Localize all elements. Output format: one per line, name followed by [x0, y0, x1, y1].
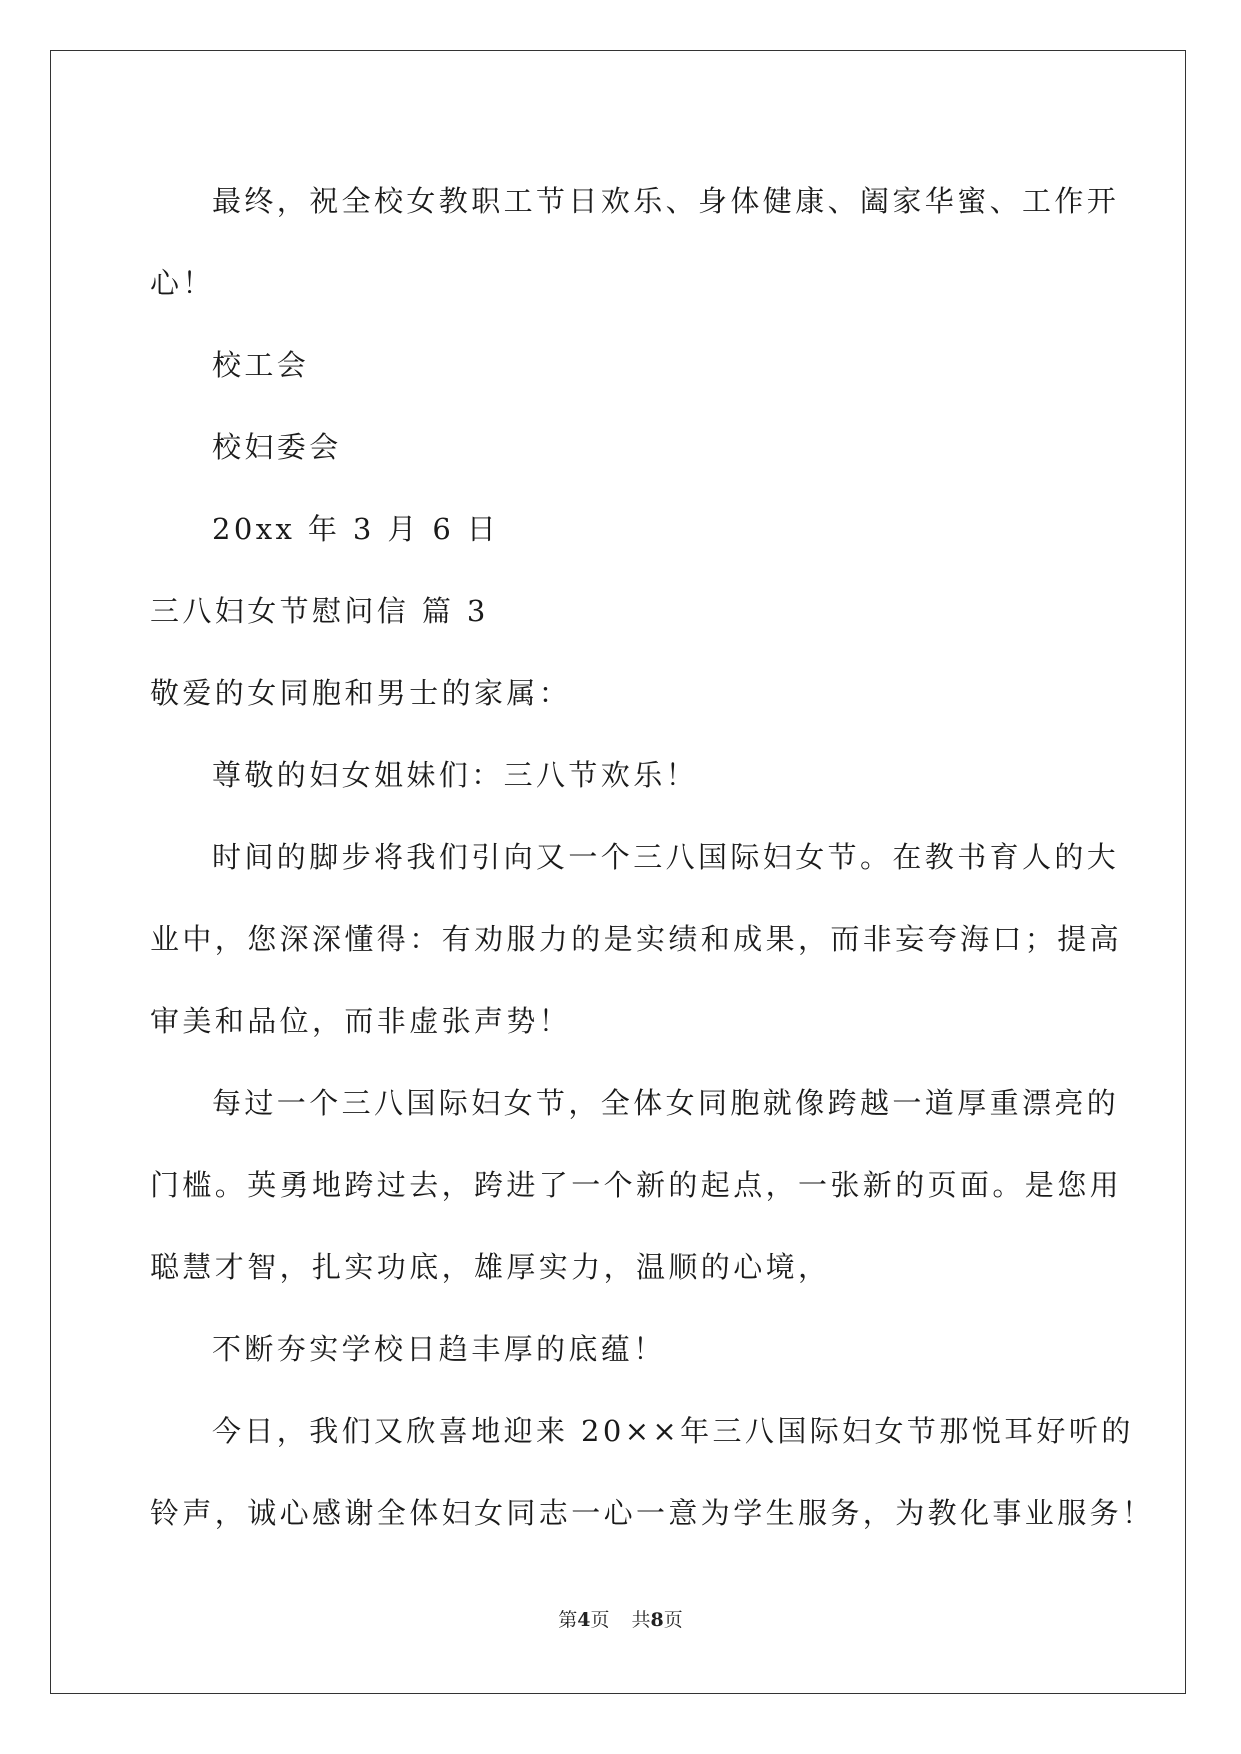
page-current: 4 — [577, 1609, 591, 1631]
paragraph-1-line-2: 业中，您深深懂得：有劝服力的是实绩和成果，而非妄夸海口；提高 — [150, 922, 1123, 956]
paragraph-closing-wish: 最终，祝全校女教职工节日欢乐、身体健康、阖家华蜜、工作开 — [212, 184, 1120, 218]
total-suffix: 页 — [663, 1609, 683, 1631]
document-body — [150, 160, 1155, 1554]
paragraph-4-line-1: 今日，我们又欣喜地迎来 20××年三八国际妇女节那悦耳好听的 — [212, 1414, 1134, 1448]
signature-union: 校工会 — [212, 348, 310, 382]
paragraph-2-line-3: 聪慧才智，扎实功底，雄厚实力，温顺的心境， — [150, 1250, 831, 1284]
paragraph-2-line-2: 门槛。英勇地跨过去，跨进了一个新的起点，一张新的页面。是您用 — [150, 1168, 1123, 1202]
paragraph-4-line-2: 铃声，诚心感谢全体妇女同志一心一意为学生服务，为教化事业服务！ — [150, 1496, 1155, 1530]
total-prefix: 共 — [631, 1609, 651, 1631]
paragraph-2-line-1: 每过一个三八国际妇女节，全体女同胞就像跨越一道厚重漂亮的 — [212, 1086, 1120, 1120]
section-title: 三八妇女节慰问信 篇 3 — [150, 594, 489, 628]
paragraph-1-line-3: 审美和品位，而非虚张声势！ — [150, 1004, 572, 1038]
salutation: 敬爱的女同胞和男士的家属： — [150, 676, 572, 710]
paragraph-1-line-1: 时间的脚步将我们引向又一个三八国际妇女节。在教书育人的大 — [212, 840, 1120, 874]
page-number-footer — [0, 1605, 1241, 1632]
page-prefix: 第 — [558, 1609, 578, 1631]
page-suffix: 页 — [590, 1609, 610, 1631]
greeting: 尊敬的妇女姐妹们：三八节欢乐！ — [212, 758, 699, 792]
signature-date: 20xx 年 3 月 6 日 — [212, 512, 500, 546]
paragraph-closing-wish-cont: 心！ — [150, 266, 215, 300]
signature-womens-committee: 校妇委会 — [212, 430, 342, 464]
paragraph-3: 不断夯实学校日趋丰厚的底蕴！ — [212, 1332, 666, 1366]
page-total: 8 — [650, 1609, 664, 1631]
